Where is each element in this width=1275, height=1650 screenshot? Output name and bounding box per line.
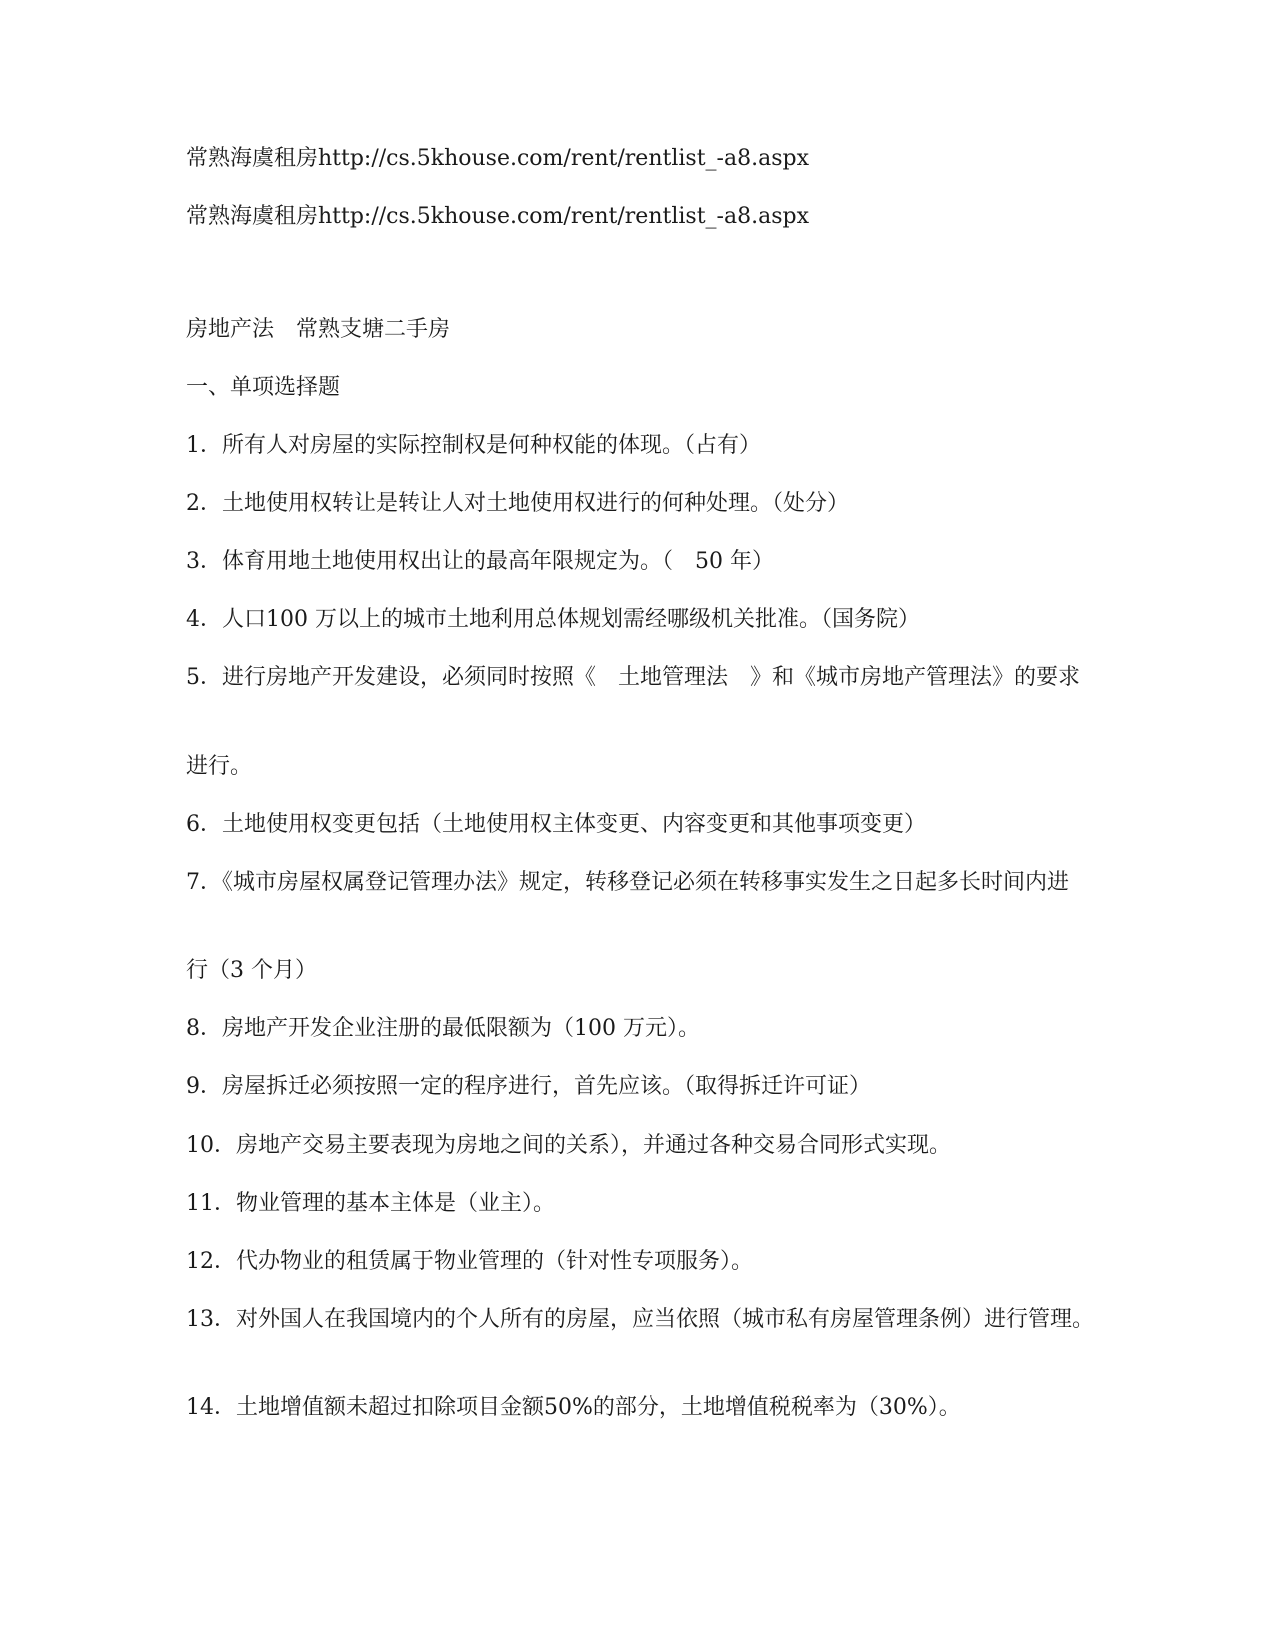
question-4: 4．人口100 万以上的城市土地利用总体规划需经哪级机关批准。（国务院） — [186, 607, 920, 632]
question-1: 1．所有人对房屋的实际控制权是何种权能的体现。（占有） — [186, 433, 761, 458]
question-7: 7．《城市房屋权属登记管理办法》规定，转移登记必须在转移事实发生之日起多长时间内进 — [186, 870, 1070, 895]
header-link-2: 常熟海虞租房http://cs.5khouse.com/rent/rentlist_-a8.aspx — [186, 204, 809, 229]
section-heading: 一、单项选择题 — [186, 375, 341, 400]
question-14: 14．土地增值额未超过扣除项目金额50%的部分，土地增值税税率为（30%）。 — [186, 1395, 961, 1420]
question-7-continuation: 行（3 个月） — [186, 958, 317, 983]
question-6: 6．土地使用权变更包括（土地使用权主体变更、内容变更和其他事项变更） — [186, 812, 926, 837]
question-11: 11．物业管理的基本主体是（业主）。 — [186, 1191, 555, 1216]
header-link-1: 常熟海虞租房http://cs.5khouse.com/rent/rentlist_-a8.aspx — [186, 146, 809, 171]
question-13: 13．对外国人在我国境内的个人所有的房屋，应当依照（城市私有房屋管理条例）进行管理。 — [186, 1307, 1094, 1332]
question-12: 12．代办物业的租赁属于物业管理的（针对性专项服务）。 — [186, 1249, 753, 1274]
question-10: 10．房地产交易主要表现为房地之间的关系），并通过各种交易合同形式实现。 — [186, 1133, 951, 1158]
question-8: 8．房地产开发企业注册的最低限额为（100 万元）。 — [186, 1016, 700, 1041]
question-5-continuation: 进行。 — [186, 754, 253, 779]
question-2: 2．土地使用权转让是转让人对土地使用权进行的何种处理。（处分） — [186, 491, 849, 516]
question-9: 9．房屋拆迁必须按照一定的程序进行，首先应该。（取得拆迁许可证） — [186, 1074, 871, 1099]
document-title: 房地产法 常熟支塘二手房 — [186, 317, 451, 342]
question-5: 5．进行房地产开发建设，必须同时按照《 土地管理法 》和《城市房地产管理法》的要求 — [186, 665, 1081, 690]
question-3: 3．体育用地土地使用权出让的最高年限规定为。（ 50 年） — [186, 549, 774, 574]
